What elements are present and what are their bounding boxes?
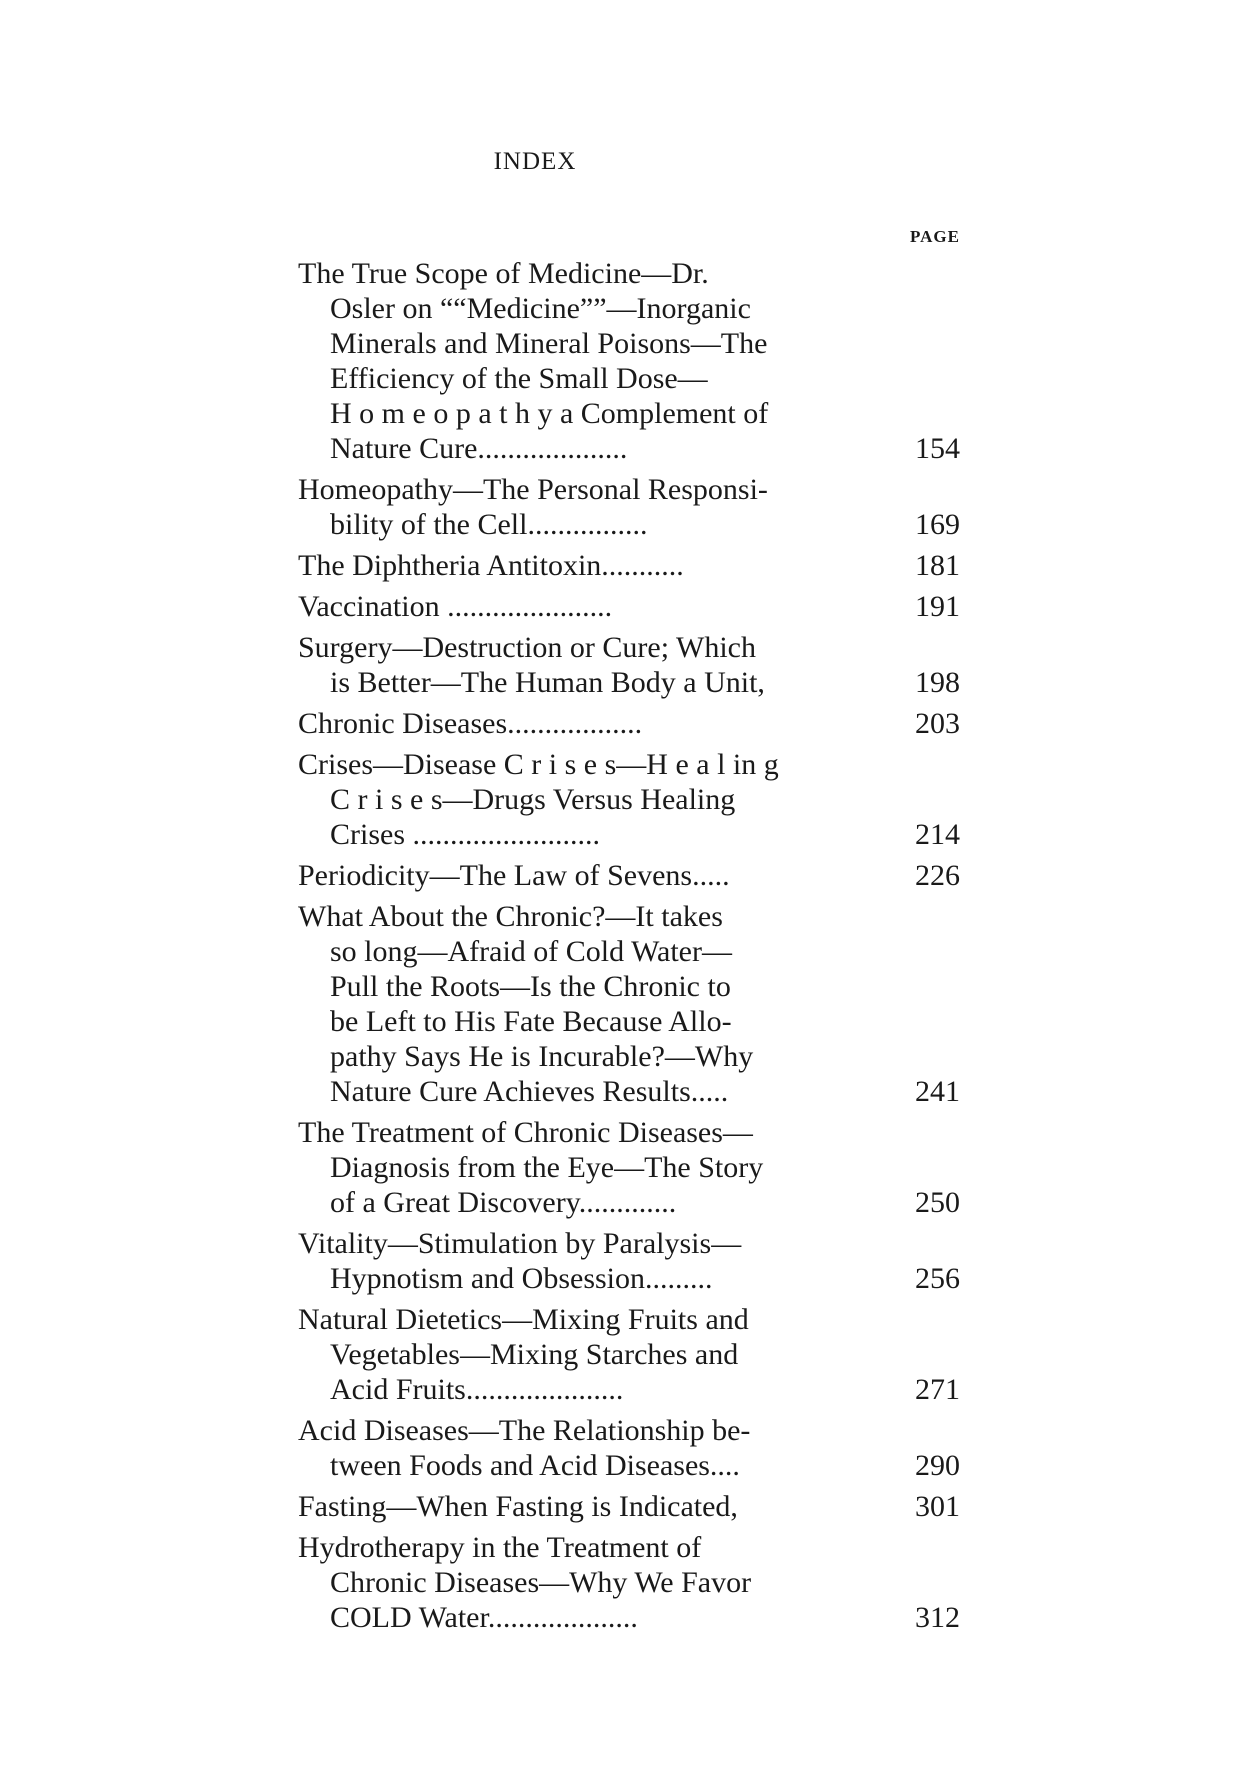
index-entry-line: Crises ......................... bbox=[330, 818, 600, 851]
index-entry-line: Natural Dietetics—Mixing Fruits and bbox=[298, 1303, 749, 1336]
index-entry-title bbox=[298, 1226, 890, 1296]
index-entry-page-number: 226 bbox=[915, 859, 960, 892]
index-entry-line: Nature Cure.................... bbox=[330, 432, 628, 465]
index-entry-line: Crises—Disease C r i s e s—H e a l in g bbox=[298, 748, 779, 781]
index-entry-line: bility of the Cell................ bbox=[330, 508, 648, 541]
index-entry-title bbox=[298, 1115, 890, 1220]
index-entry bbox=[298, 706, 960, 741]
index-entry-line: is Better—The Human Body a Unit, bbox=[330, 666, 765, 699]
index-entry-line: Vitality—Stimulation by Paralysis— bbox=[298, 1227, 742, 1260]
index-entry bbox=[298, 1115, 960, 1220]
index-entry-line: Surgery—Destruction or Cure; Which bbox=[298, 631, 756, 664]
index-entry-line: Fasting—When Fasting is Indicated, bbox=[298, 1490, 738, 1523]
index-entry-title bbox=[298, 472, 890, 542]
index-entry-title bbox=[298, 548, 890, 583]
index-entry-line: Chronic Diseases.................. bbox=[298, 707, 643, 740]
index-entry bbox=[298, 630, 960, 700]
index-entry-line: Nature Cure Achieves Results..... bbox=[330, 1075, 729, 1108]
index-entry-line: Homeopathy—The Personal Responsi- bbox=[298, 473, 768, 506]
index-entry-line: Chronic Diseases—Why We Favor bbox=[330, 1566, 752, 1599]
index-entry-line: H o m e o p a t h y a Complement of bbox=[330, 397, 769, 430]
index-entry-page-number: 191 bbox=[915, 590, 960, 623]
page-heading: INDEX bbox=[493, 148, 577, 175]
index-entry-line: so long—Afraid of Cold Water— bbox=[330, 935, 732, 968]
index-entry-title bbox=[298, 858, 890, 893]
index-entry-page-number: 241 bbox=[915, 1075, 960, 1108]
index-entry-line: Acid Fruits..................... bbox=[330, 1373, 624, 1406]
index-entry-page-number: 256 bbox=[915, 1262, 960, 1295]
index-entry-line: of a Great Discovery............. bbox=[330, 1186, 677, 1219]
index-entry bbox=[298, 858, 960, 893]
index-entries bbox=[298, 256, 960, 1641]
index-entry-line: COLD Water.................... bbox=[330, 1601, 638, 1634]
index-entry bbox=[298, 1413, 960, 1483]
index-entry-title bbox=[298, 630, 890, 700]
index-entry bbox=[298, 548, 960, 583]
index-entry-title bbox=[298, 589, 890, 624]
index-entry-page-number: 290 bbox=[915, 1449, 960, 1482]
index-entry bbox=[298, 1302, 960, 1407]
index-entry-title bbox=[298, 1413, 890, 1483]
index-entry bbox=[298, 256, 960, 466]
index-entry-line: Hydrotherapy in the Treatment of bbox=[298, 1531, 702, 1564]
index-entry-title bbox=[298, 747, 890, 852]
index-entry-line: The True Scope of Medicine—Dr. bbox=[298, 257, 709, 290]
index-entry-title bbox=[298, 1530, 890, 1635]
index-entry-line: Hypnotism and Obsession......... bbox=[330, 1262, 713, 1295]
index-entry-line: Diagnosis from the Eye—The Story bbox=[330, 1151, 764, 1184]
index-entry bbox=[298, 1489, 960, 1524]
index-entry-line: Pull the Roots—Is the Chronic to bbox=[330, 970, 731, 1003]
index-entry-page-number: 312 bbox=[915, 1601, 960, 1634]
index-entry-line: pathy Says He is Incurable?—Why bbox=[330, 1040, 754, 1073]
index-entry-page-number: 214 bbox=[915, 818, 960, 851]
index-entry-page-number: 154 bbox=[915, 432, 960, 465]
index-entry-title bbox=[298, 706, 890, 741]
index-entry-title bbox=[298, 899, 890, 1109]
index-entry-line: Acid Diseases—The Relationship be- bbox=[298, 1414, 751, 1447]
index-entry-line: Vegetables—Mixing Starches and bbox=[330, 1338, 739, 1371]
index-entry bbox=[298, 747, 960, 852]
index-entry-page-number: 169 bbox=[915, 508, 960, 541]
index-entry bbox=[298, 1530, 960, 1635]
index-entry-title bbox=[298, 1489, 890, 1524]
index-entry bbox=[298, 1226, 960, 1296]
index-entry-line: The Treatment of Chronic Diseases— bbox=[298, 1116, 753, 1149]
index-entry-line: Minerals and Mineral Poisons—The bbox=[330, 327, 768, 360]
index-entry-line: Periodicity—The Law of Sevens..... bbox=[298, 859, 730, 892]
index-entry-line: be Left to His Fate Because Allo- bbox=[330, 1005, 732, 1038]
index-entry-page-number: 181 bbox=[915, 549, 960, 582]
page-column-label: PAGE bbox=[910, 227, 960, 246]
index-entry-page-number: 198 bbox=[915, 666, 960, 699]
index-entry-line: Osler on ““Medicine””—Inorganic bbox=[330, 292, 751, 325]
index-entry-title bbox=[298, 1302, 890, 1407]
index-entry-title bbox=[298, 256, 890, 466]
index-entry-page-number: 301 bbox=[915, 1490, 960, 1523]
index-entry-page-number: 250 bbox=[915, 1186, 960, 1219]
index-entry-page-number: 203 bbox=[915, 707, 960, 740]
index-entry bbox=[298, 589, 960, 624]
index-entry bbox=[298, 472, 960, 542]
index-entry-line: tween Foods and Acid Diseases.... bbox=[330, 1449, 740, 1482]
index-entry-line: What About the Chronic?—It takes bbox=[298, 900, 723, 933]
index-entry-line: The Diphtheria Antitoxin........... bbox=[298, 549, 684, 582]
index-entry-page-number: 271 bbox=[915, 1373, 960, 1406]
index-entry-line: Efficiency of the Small Dose— bbox=[330, 362, 708, 395]
index-entry-line: Vaccination ...................... bbox=[298, 590, 613, 623]
index-entry-line: C r i s e s—Drugs Versus Healing bbox=[330, 783, 736, 816]
index-entry bbox=[298, 899, 960, 1109]
